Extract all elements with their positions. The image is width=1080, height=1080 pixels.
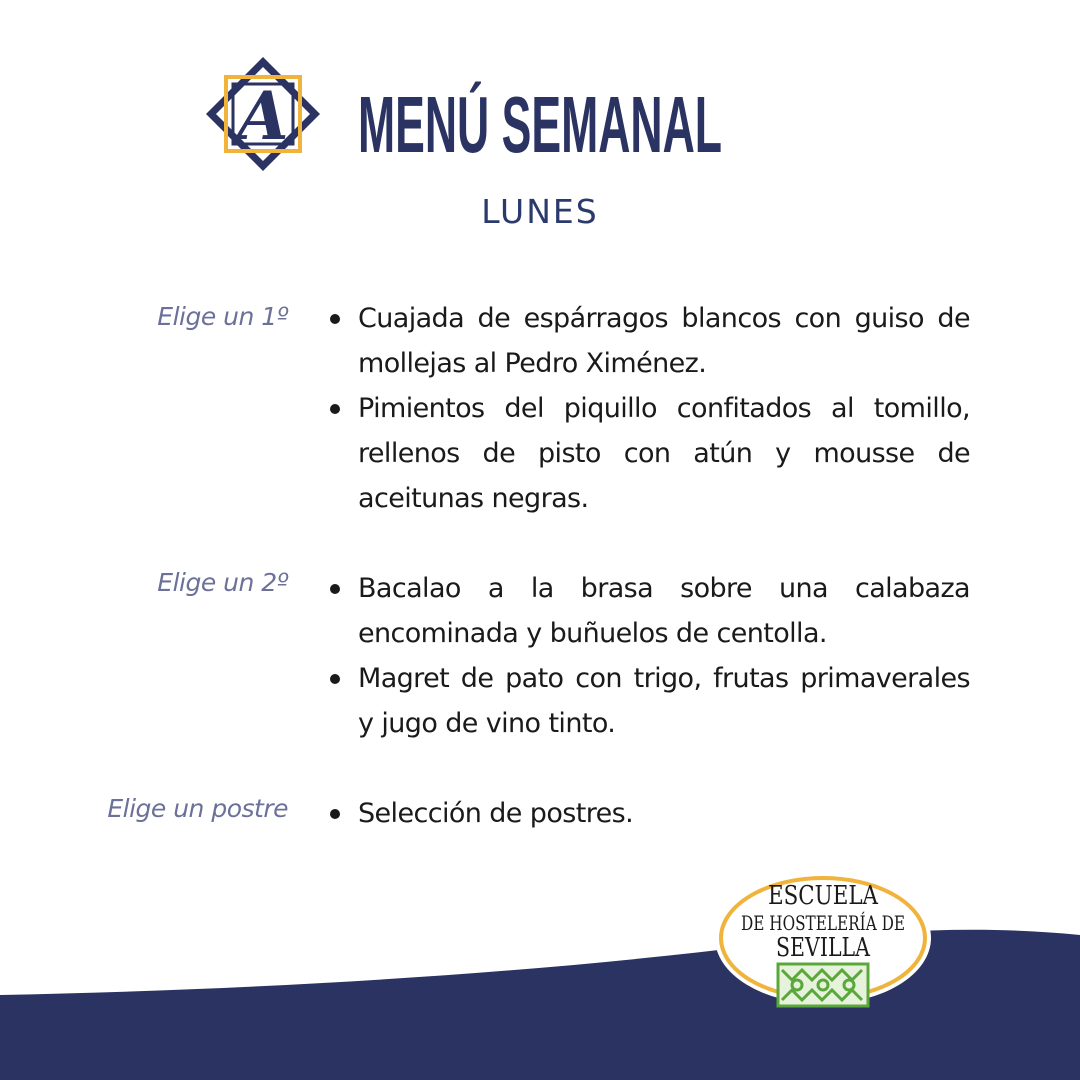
section-label-first: Elige un 1º: [157, 302, 288, 331]
school-logo-line-2: DE HOSTELERÍA DE: [741, 911, 905, 935]
dish-item: Magret de pato con trigo, frutas primaverales y jugo de vino tinto.: [330, 656, 970, 746]
dish-item: Selección de postres.: [330, 791, 970, 836]
brand-logo-icon: [204, 55, 322, 173]
dish-list-second: [330, 566, 970, 746]
dish-item: Cuajada de espárragos blancos con guiso de mollejas al Pedro Ximénez.: [330, 296, 970, 386]
school-logo-line-1: ESCUELA: [768, 881, 880, 911]
school-logo-icon: [712, 870, 934, 1012]
dish-list-dessert: [330, 791, 970, 836]
brand-logo-letter: A: [237, 77, 289, 155]
school-logo-line-3: SEVILLA: [776, 933, 871, 963]
section-label-second: Elige un 2º: [157, 568, 288, 597]
page-title: [358, 80, 738, 170]
dish-list-first: [330, 296, 970, 521]
page-title-text: MENÚ SEMANAL: [358, 80, 722, 169]
day-heading: LUNES: [481, 192, 599, 231]
school-logo-pattern: [778, 964, 868, 1006]
dish-item: Pimientos del piquillo confitados al tomillo, rellenos de pisto con atún y mousse de aceitunas negras.: [330, 386, 970, 521]
section-label-dessert: Elige un postre: [107, 794, 288, 823]
dish-item: Bacalao a la brasa sobre una calabaza encominada y buñuelos de centolla.: [330, 566, 970, 656]
